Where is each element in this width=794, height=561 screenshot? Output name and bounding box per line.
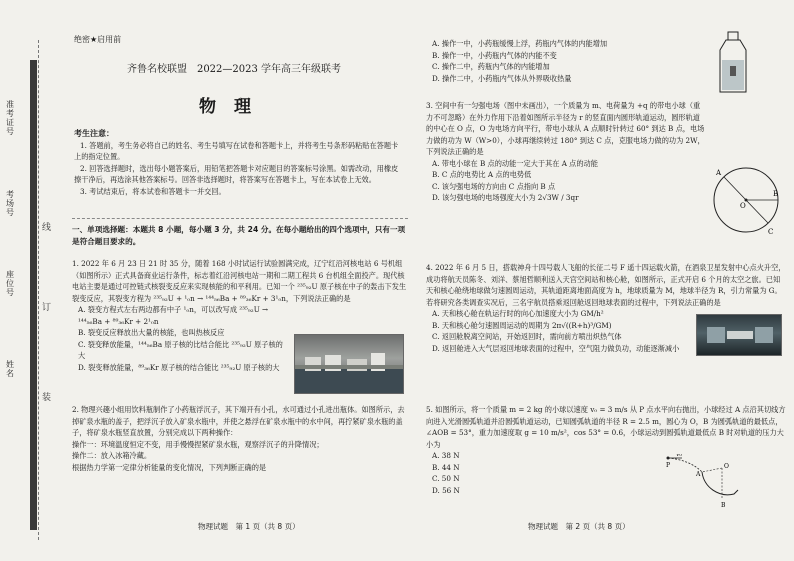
binding-dashed-line	[38, 40, 39, 540]
label-a: A	[716, 169, 722, 177]
question-2-option-c: C. 操作二中，药瓶内气体的内能增加	[432, 62, 550, 71]
question-1-option-b: B. 裂变反应释放出大量的核能，也叫热核反应	[78, 328, 225, 337]
confidential-tag: 绝密★启用前	[74, 35, 122, 44]
question-2-ask: 根据热力学第一定律分析能量的变化情况，下列判断正确的是	[72, 462, 267, 472]
notes-divider	[72, 218, 408, 219]
question-5-stem: 5. 如图所示，将一个质量 m = 2 kg 的小球以速度 v₀ = 3 m/s 从 P 点水平向右抛出，小球经过 A 点沿其切线方向进入光滑圆弧轨道并沿圆弧轨道运动，已知圆弧轨道的半径 R = 2.5 m，圆心为 O，B 为圆弧轨道的最低点，∠AOB = 53°，重力加速度取 g = 10 m/s²，cos 53° = 0.6，小球运动到圆弧轨道最低点 B 时对轨道的压力大小为	[426, 405, 786, 449]
page-1	[58, 0, 410, 561]
seal-mark-install: 装	[42, 393, 52, 403]
label-o: O	[724, 463, 729, 470]
label-o: O	[740, 202, 746, 210]
notes-heading: 考生注意：	[74, 129, 114, 138]
question-3	[426, 100, 706, 204]
question-2-operation-1: 操作一：环境温度恒定不变，用手慢慢捏紧矿泉水瓶，观察浮沉子的升降情况；	[72, 439, 324, 449]
question-4-option-d: D. 返回舱进入大气层返回地球表面的过程中，空气阻力做负功，动能逐渐减小	[432, 343, 680, 353]
exam-title: 齐鲁名校联盟 2022—2023 学年高三年级联考	[126, 64, 342, 75]
label-c: C	[768, 228, 774, 236]
nuclear-plant-photo	[294, 334, 404, 394]
question-2-operation-2: 操作二：放入冰箱冷藏。	[72, 451, 152, 460]
page-2	[418, 0, 788, 561]
exam-notes	[74, 128, 404, 197]
label-a: A	[696, 471, 701, 478]
bottle-figure	[716, 30, 752, 96]
question-2-option-d: D. 操作二中，小药瓶内气体从外界吸收热量	[432, 73, 572, 83]
question-3-stem: 3. 空间中有一匀强电场（图中未画出），一个质量为 m、电荷量为 +q 的带电小球（重力不可忽略）在外力作用下沿着如图所示半径为 r 的竖直面内圆形轨道运动，圆形轨道的中心在 O 点，O 为电场方向平行，带电小球从 A 点顺时针转过 60° 到达 B 点，电场力做的功为 W（W>0），小球再继续转过 180° 到达 C 点，克服电场力做的功为 2W，下列说法正确的是	[426, 101, 705, 156]
binding-label-ticket: 准考证号	[6, 100, 14, 136]
section-1-heading: 一、单项选择题：本题共 8 小题，每小题 3 分，共 24 分。在每小题给出的四个选项中，只有一项是符合题目要求的。	[72, 225, 406, 246]
label-v0: v₀	[676, 454, 682, 458]
question-2-stem: 2. 物理兴趣小组用饮料瓶制作了小药瓶浮沉子，其下端开有小孔，水可通过小孔进出瓶体。如图所示，去掉矿泉水瓶的盖子，把浮沉子放入矿泉水瓶中，并使之悬浮在矿泉水瓶中的水中间，再拧紧矿泉水瓶的盖子，将矿泉水瓶竖直放置，分别完成以下两种操作：	[72, 405, 405, 437]
space-station-photo	[696, 314, 782, 356]
note-item: 2. 回答选择题时，选出每小题答案后，用铅笔把答题卡对应题目的答案标号涂黑。如需改动，用橡皮擦干净后，再选涂其他答案标号。回答非选择题时，将答案写在答题卡上，写在本试卷上无效。	[74, 163, 399, 184]
binding-label-name: 姓名	[6, 360, 14, 378]
label-b: B	[773, 190, 779, 198]
question-2-option-a: A. 操作一中，小药瓶缓慢上浮，药瓶内气体的内能增加	[432, 39, 608, 48]
question-1-option-c: C. 裂变释放能量，¹⁴⁴₅₆Ba 原子核的比结合能比 ²³⁵₉₂U 原子核的大	[78, 339, 283, 360]
question-5-option-c: C. 50 N	[432, 474, 460, 483]
note-item: 3. 考试结束后，将本试卷和答题卡一并交回。	[80, 186, 226, 196]
question-3-option-d: D. 该匀强电场的电场强度大小为 2√3W / 3qr	[432, 193, 579, 202]
question-5-option-b: B. 44 N	[432, 462, 460, 472]
question-2-option-b: B. 操作一中，小药瓶内气体的内能不变	[432, 50, 557, 60]
question-1-option-a: A. 裂变方程式左右两边都有中子 ¹₀n，可以改写成 ²³⁵₉₂U → ¹⁴⁴₅₆Ba + ⁸⁹₃₆Kr + 2¹₀n	[78, 305, 269, 326]
space-station-illustration	[697, 315, 781, 355]
question-5-option-d: D. 56 N	[432, 485, 460, 495]
question-3-option-a: A. 带电小球在 B 点的动能一定大于其在 A 点的动能	[432, 158, 598, 168]
question-4-option-c: C. 返回舱脱离空间站，开始返回时，需向前方喷出炽热气体	[432, 332, 622, 341]
label-b: B	[721, 502, 726, 509]
seal-mark-bind: 订	[42, 303, 52, 313]
note-item: 1. 答题前，考生务必将自己的姓名、考生号填写在试卷和答题卡上，并将考生号条形码粘贴在答题卡上的指定位置。	[74, 140, 399, 161]
question-4-option-a: A. 天和核心舱在轨运行时的向心加速度大小为 GM/h²	[432, 309, 604, 318]
binding-bar	[30, 60, 37, 530]
question-1-stem: 1. 2022 年 6 月 23 日 21 时 35 分，随着 168 小时试运行试验圆满完成，辽宁红沿河核电站 6 号机组（如图所示）正式具备商业运行条件，标志着红沿河核电站一期和二期工程共 6 台机组全面投产。现代核电站主要是通过可控链式核裂变反应来实现核能的和平利用。已知一个 ²³⁵₉₂U 原子核在中子的轰击下发生裂变反应，其裂变方程为 ²³⁵₉₂U + ¹₀n → ¹⁴⁴₅₆Ba + ⁸⁹₃₆Kr + 3¹₀n，下列说法正确的是	[72, 259, 407, 303]
question-4-option-b: B. 天和核心舱匀速圆周运动的周期为 2π√((R+h)³/GM)	[432, 320, 612, 330]
question-5-option-a: A. 38 N	[432, 451, 460, 460]
subject-title: 物理	[199, 97, 269, 117]
nuclear-plant-illustration	[295, 335, 403, 393]
page-2-footer: 物理试题 第 2 页（共 8 页）	[528, 522, 630, 531]
question-2	[72, 404, 410, 473]
question-1-option-d: D. 裂变释放能量，⁸⁹₃₆Kr 原子核的结合能比 ²³⁵₉₂U 原子核的大	[78, 362, 280, 372]
page-1-footer: 物理试题 第 1 页（共 8 页）	[198, 522, 300, 531]
binding-label-room: 考场号	[6, 190, 14, 217]
question-3-option-c: C. 该匀强电场的方向由 C 点指向 B 点	[432, 181, 556, 191]
question-3-option-b: B. C 点的电势比 A 点的电势低	[432, 170, 532, 179]
circle-orbit-figure	[710, 160, 782, 240]
question-2-options	[426, 38, 706, 84]
projectile-arc-figure	[666, 454, 746, 512]
seal-mark-line: 线	[42, 223, 52, 233]
question-4-stem: 4. 2022 年 6 月 5 日，搭载神舟十四号载人飞船的长征二号 F 遥十四运载火箭，在酒泉卫星发射中心点火升空，成功将航天员陈冬、刘洋、蔡旭哲顺利送入天宫空间站和核心舱，如图所示，正式开启 6 个月的太空之旅。已知天和核心舱绕地球做匀速圆周运动，其轨道距离地面高度为 h，地球质量为 M，地球半径为 R，引力常量为 G。若将研究各类调查实况后，三名宇航员搭乘返回舱返回地球表面的过程中，下列说法正确的是	[426, 263, 786, 307]
binding-margin	[0, 0, 56, 561]
label-p: P	[666, 462, 671, 469]
binding-label-seat: 座位号	[6, 270, 14, 297]
